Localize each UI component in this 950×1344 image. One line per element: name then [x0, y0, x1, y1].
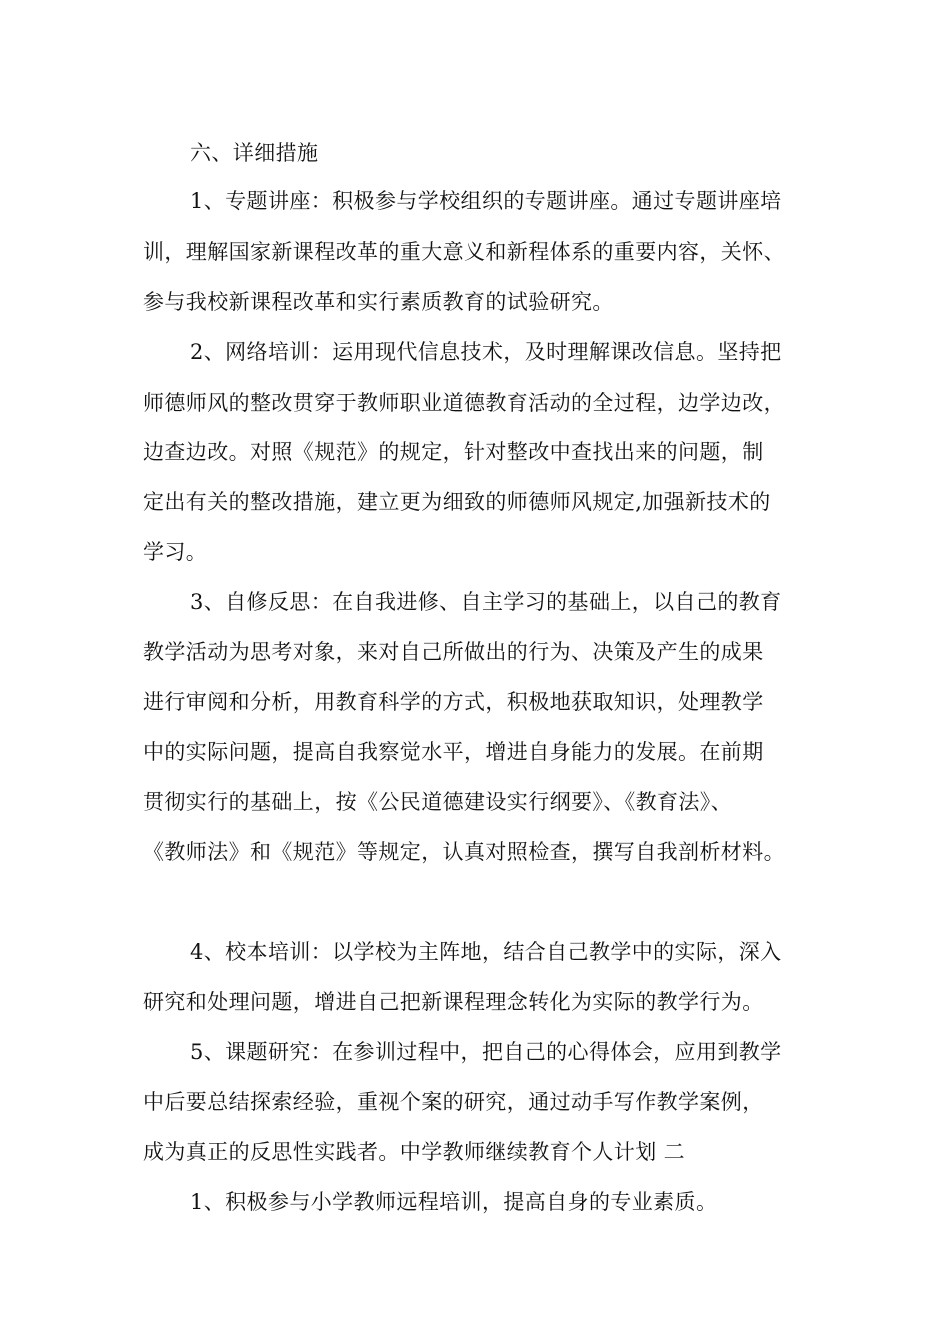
- paragraph-line: 1、专题讲座：积极参与学校组织的专题讲座。通过专题讲座培: [190, 189, 782, 213]
- paragraph-line: 研究和处理问题，增进自己把新课程理念转化为实际的教学行为。: [143, 990, 764, 1014]
- paragraph-line: 训，理解国家新课程改革的重大意义和新程体系的重要内容，关怀、: [143, 240, 785, 264]
- paragraph-line: 中的实际问题，提高自我察觉水平，增进自身能力的发展。在前期: [143, 740, 764, 764]
- paragraph-line: 定出有关的整改措施，建立更为细致的师德师风规定,加强新技术的: [143, 490, 771, 514]
- paragraph-line: 参与我校新课程改革和实行素质教育的试验研究。: [143, 290, 614, 314]
- paragraph-line: 学习。: [143, 540, 208, 564]
- paragraph-line: 进行审阅和分析，用教育科学的方式，积极地获取知识，处理教学: [143, 690, 764, 714]
- paragraph-line: 中后要总结探索经验，重视个案的研究，通过动手写作教学案例，: [143, 1090, 764, 1114]
- paragraph-line: 师德师风的整改贯穿于教师职业道德教育活动的全过程，边学边改，: [143, 391, 785, 415]
- paragraph-line: 1、积极参与小学教师远程培训，提高自身的专业素质。: [190, 1190, 718, 1214]
- paragraph-line: 2、网络培训：运用现代信息技术，及时理解课改信息。坚持把: [190, 340, 782, 364]
- paragraph-line: 4、校本培训：以学校为主阵地，结合自己教学中的实际，深入: [190, 940, 782, 964]
- paragraph-line: 成为真正的反思性实践者。中学教师继续教育个人计划 二: [143, 1140, 686, 1164]
- paragraph-line: 教学活动为思考对象，来对自己所做出的行为、决策及产生的成果: [143, 640, 764, 664]
- paragraph-line: 《教师法》和《规范》等规定，认真对照检查，撰写自我剖析材料。: [143, 840, 785, 864]
- section-heading: 六、详细措施: [190, 141, 319, 165]
- paragraph-line: 贯彻实行的基础上，按《公民道德建设实行纲要》、《教育法》、: [143, 790, 733, 814]
- paragraph-line: 3、自修反思：在自我进修、自主学习的基础上，以自己的教育: [190, 590, 782, 614]
- paragraph-line: 5、课题研究：在参训过程中，把自己的心得体会，应用到教学: [190, 1040, 782, 1064]
- paragraph-line: 边查边改。对照《规范》的规定，针对整改中查找出来的问题，制: [143, 440, 764, 464]
